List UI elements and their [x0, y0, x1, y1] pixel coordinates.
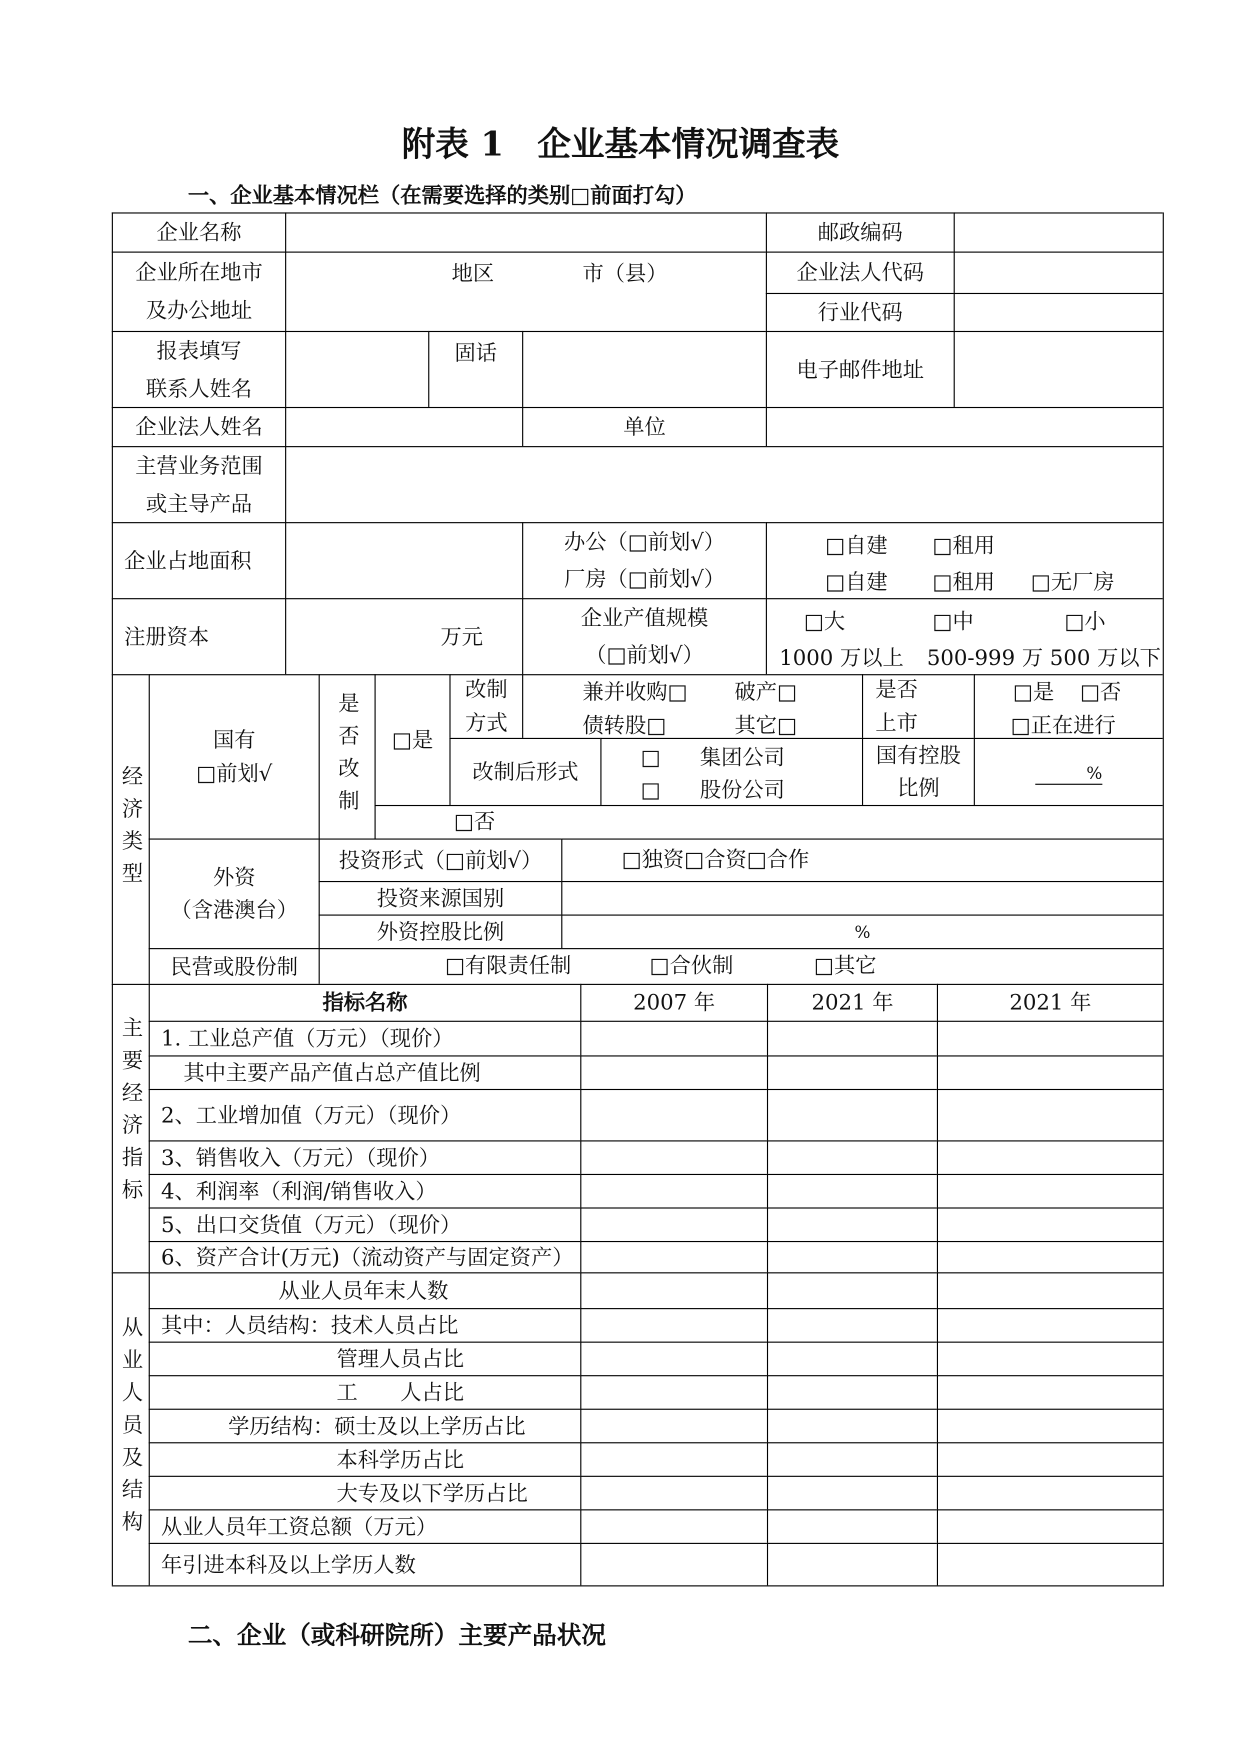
scale-option-medium: □中 — [932, 609, 974, 634]
employee-row-label: 大专及以下学历占比 — [149, 1476, 581, 1510]
state-control-ratio-unit: % — [1035, 764, 1102, 785]
indicators-section-label-text: 主要经济指标 — [118, 1016, 144, 1211]
contact-label — [112, 331, 285, 407]
scale-option-large: □大 — [803, 609, 846, 634]
group-company-label: 集团公司 — [699, 745, 785, 771]
restructured-label-text: 是否改制 — [334, 692, 360, 822]
employee-row-value-col3 — [937, 1375, 1163, 1409]
indicator-row-label: 5、出口交货值（万元）（现价） — [149, 1207, 581, 1241]
land-area-label: 企业占地面积 — [112, 522, 285, 598]
joint-stock-company-checkbox: □ — [640, 778, 661, 803]
private-option-partnership: □合伙制 — [649, 953, 734, 979]
indicator-row-label: 其中主要产品产值占总产值比例 — [149, 1055, 581, 1089]
indicator-row-value-col2 — [767, 1174, 937, 1208]
indicator-row-label: 6、资产合计(万元)（流动资产与固定资产） — [149, 1241, 581, 1272]
listed-label-line1: 是否 — [875, 677, 918, 703]
post-restructure-form-options — [600, 738, 862, 805]
factory-label: 厂房（□前划√） — [563, 566, 726, 591]
investment-option-sole: □独资 — [621, 847, 685, 873]
region-label: 地区 — [451, 261, 495, 287]
factory-option-rented: □租用 — [932, 570, 995, 595]
employee-row-value-col1 — [580, 1442, 767, 1476]
employee-row-value-col3 — [937, 1509, 1163, 1543]
address-label — [112, 252, 285, 331]
contact-label-line1: 报表填写 — [156, 338, 242, 363]
listed-option-no: □否 — [1079, 679, 1122, 705]
private-options — [319, 948, 1163, 984]
postal-code-field — [954, 212, 1163, 251]
indicator-row-label: 3、销售收入（万元）（现价） — [149, 1140, 581, 1174]
joint-stock-company-label: 股份公司 — [699, 778, 785, 803]
indicator-row-value-col3 — [937, 1241, 1163, 1272]
legal-code-field — [954, 252, 1163, 293]
method-option-debt-to-equity: 债转股□ — [582, 713, 667, 738]
unit-field — [766, 407, 1163, 446]
unit-label: 单位 — [522, 407, 766, 446]
state-owned-label-text: 国有 — [212, 727, 256, 753]
investment-option-cooperation: □合作 — [746, 847, 810, 873]
year-header-3: 2021 年 — [937, 984, 1163, 1021]
listed-option-yes: □是 — [1012, 679, 1055, 705]
office-option-self-built: □自建 — [825, 533, 888, 558]
employee-row-value-col2 — [767, 1476, 937, 1510]
restructured-label — [319, 674, 375, 838]
company-name-label: 企业名称 — [112, 212, 285, 251]
year-header-2: 2021 年 — [767, 984, 937, 1021]
employee-row-value-col2 — [767, 1543, 937, 1585]
office-factory-label — [522, 522, 766, 598]
listed-option-in-progress: □正在进行 — [1010, 713, 1116, 738]
restructure-method-label — [449, 674, 522, 738]
method-option-bankruptcy: 破产□ — [734, 679, 798, 705]
indicator-row-value-col3 — [937, 1055, 1163, 1089]
office-option-rented: □租用 — [932, 533, 995, 558]
state-owned-label — [149, 674, 319, 838]
private-label: 民营或股份制 — [149, 948, 319, 984]
private-option-other: □其它 — [813, 953, 877, 979]
indicator-row-value-col2 — [767, 1207, 937, 1241]
indicator-row-value-col1 — [580, 1140, 767, 1174]
indicator-row-value-col2 — [767, 1140, 937, 1174]
indicator-row-value-col3 — [937, 1174, 1163, 1208]
employee-row-value-col1 — [580, 1272, 767, 1308]
office-label: 办公（□前划√） — [563, 529, 726, 554]
foreign-investment-label-text: 外资 — [212, 864, 256, 890]
state-control-ratio-label-line1: 国有控股 — [875, 742, 961, 768]
employee-row-value-col2 — [767, 1509, 937, 1543]
indicator-row-value-col3 — [937, 1207, 1163, 1241]
investment-form-label: 投资形式（□前划√） — [319, 839, 562, 881]
indicator-row-value-col2 — [767, 1021, 937, 1056]
foreign-control-ratio-field: % — [561, 915, 1162, 949]
employee-row-value-col1 — [580, 1509, 767, 1543]
employees-section-label — [112, 1272, 149, 1585]
state-control-ratio-label — [862, 738, 974, 805]
listed-label — [862, 674, 974, 738]
indicator-row-value-col3 — [937, 1021, 1163, 1056]
indicator-row-value-col2 — [767, 1089, 937, 1140]
restructured-yes-checkbox: □是 — [375, 674, 450, 805]
employee-row-value-col3 — [937, 1308, 1163, 1342]
scale-range-medium: 500-999 万 — [926, 646, 1044, 671]
company-name-field — [285, 212, 766, 251]
investment-form-options-group — [622, 849, 810, 871]
source-country-field — [561, 881, 1162, 915]
employee-row-value-col1 — [580, 1543, 767, 1585]
employee-row-value-col2 — [767, 1442, 937, 1476]
method-option-merger: 兼并收购□ — [582, 679, 688, 705]
indicator-row-value-col1 — [580, 1055, 767, 1089]
legal-person-field — [285, 407, 522, 446]
office-factory-options — [766, 522, 1163, 598]
scale-range-small: 500 万以下 — [1049, 646, 1161, 671]
employee-row-value-col2 — [767, 1342, 937, 1376]
employee-row-value-col2 — [767, 1308, 937, 1342]
business-scope-field — [285, 446, 1163, 522]
employee-row-value-col3 — [937, 1442, 1163, 1476]
email-label: 电子邮件地址 — [766, 331, 954, 407]
indicator-row-value-col1 — [580, 1089, 767, 1140]
state-control-ratio-label-line2: 比例 — [897, 775, 940, 800]
employee-row-value-col1 — [580, 1308, 767, 1342]
state-control-ratio-field — [974, 738, 1163, 805]
indicator-row-value-col2 — [767, 1241, 937, 1272]
employee-row-label: 工 人占比 — [149, 1375, 581, 1409]
registered-capital-label: 注册资本 — [112, 598, 285, 674]
employee-row-label: 从业人员年末人数 — [149, 1272, 581, 1308]
restructure-method-label-line2: 方式 — [465, 711, 508, 736]
land-area-field — [285, 522, 522, 598]
foreign-control-ratio-label: 外资控股比例 — [319, 915, 562, 949]
indicator-row-value-col3 — [937, 1089, 1163, 1140]
economic-type-label-text: 经济类型 — [118, 764, 144, 895]
employee-row-value-col1 — [580, 1409, 767, 1443]
employee-row-label: 管理人员占比 — [149, 1342, 581, 1376]
source-country-label: 投资来源国别 — [319, 881, 562, 915]
method-option-other: 其它□ — [734, 713, 798, 738]
restructure-method-label-line1: 改制 — [465, 677, 508, 703]
economic-type-label — [112, 674, 149, 984]
restructure-method-options — [522, 674, 862, 738]
restructured-no-checkbox: □否 — [453, 809, 496, 835]
employee-row-value-col2 — [767, 1272, 937, 1308]
employees-section-label-text: 从业人员及结构 — [118, 1315, 144, 1543]
foreign-investment-sublabel: （含港澳台） — [170, 897, 298, 922]
address-field — [285, 252, 766, 331]
output-scale-label-line1: 企业产值规模 — [580, 605, 709, 630]
legal-code-label: 企业法人代码 — [766, 252, 954, 293]
employee-row-label: 学历结构：硕士及以上学历占比 — [149, 1409, 581, 1443]
industry-code-label: 行业代码 — [766, 293, 954, 331]
listed-label-line2: 上市 — [875, 711, 918, 736]
employee-row-value-col1 — [580, 1476, 767, 1510]
section1-heading: 一、企业基本情况栏（在需要选择的类别□前面打勾） — [187, 183, 697, 208]
business-scope-label — [112, 446, 285, 522]
indicator-name-header: 指标名称 — [149, 984, 581, 1021]
employee-row-value-col3 — [937, 1476, 1163, 1510]
employee-row-value-col2 — [767, 1409, 937, 1443]
phone-field — [522, 331, 766, 407]
capital-unit: 万元 — [440, 624, 483, 650]
output-scale-label-line2: （□前划√） — [585, 642, 704, 667]
business-scope-label-line2: 或主导产品 — [145, 491, 253, 516]
indicator-row-value-col3 — [937, 1140, 1163, 1174]
output-scale-options — [766, 598, 1163, 674]
scale-option-small: □小 — [1064, 609, 1106, 634]
private-option-limited-liability: □有限责任制 — [444, 953, 572, 979]
indicator-row-value-col2 — [767, 1055, 937, 1089]
restructured-no-row — [375, 805, 1163, 839]
employee-row-value-col3 — [937, 1272, 1163, 1308]
foreign-investment-label — [149, 839, 319, 949]
employee-row-label: 年引进本科及以上学历人数 — [149, 1543, 581, 1585]
post-restructure-form-label: 改制后形式 — [449, 738, 600, 805]
registered-capital-field — [285, 598, 522, 674]
indicator-row-value-col1 — [580, 1174, 767, 1208]
employee-row-value-col3 — [937, 1342, 1163, 1376]
employee-row-value-col1 — [580, 1342, 767, 1376]
employee-row-value-col2 — [767, 1375, 937, 1409]
indicator-row-label: 1. 工业总产值（万元）（现价） — [149, 1021, 581, 1056]
factory-option-self-built: □自建 — [825, 570, 888, 595]
email-field — [954, 331, 1163, 407]
employee-row-value-col1 — [580, 1375, 767, 1409]
contact-label-line2: 联系人姓名 — [145, 376, 253, 401]
investment-option-joint-venture: □合资 — [684, 847, 747, 873]
city-label: 市（县） — [582, 261, 668, 287]
enterprise-info-table — [112, 212, 1164, 1586]
employee-row-label: 从业人员年工资总额（万元） — [149, 1509, 581, 1543]
legal-person-label: 企业法人姓名 — [112, 407, 285, 446]
year-header-1: 2007 年 — [580, 984, 767, 1021]
factory-option-none: □无厂房 — [1030, 570, 1115, 595]
industry-code-field — [954, 293, 1163, 331]
output-scale-label — [522, 598, 766, 674]
postal-code-label: 邮政编码 — [766, 212, 954, 251]
indicator-row-value-col1 — [580, 1207, 767, 1241]
group-company-checkbox: □ — [640, 745, 661, 771]
indicator-row-value-col1 — [580, 1021, 767, 1056]
investment-form-options — [561, 839, 1162, 881]
business-scope-label-line1: 主营业务范围 — [135, 453, 263, 478]
address-label-line1: 企业所在地市 — [135, 260, 263, 286]
indicator-row-label: 2、工业增加值（万元）（现价） — [149, 1089, 581, 1140]
employee-row-label: 本科学历占比 — [149, 1442, 581, 1476]
listed-options — [974, 674, 1163, 738]
indicator-row-label: 4、利润率（利润/销售收入） — [149, 1174, 581, 1208]
employee-row-value-col3 — [937, 1543, 1163, 1585]
indicator-row-value-col1 — [580, 1241, 767, 1272]
state-owned-note: □前划√ — [196, 761, 273, 786]
employee-row-label: 其中：人员结构：技术人员占比 — [149, 1308, 581, 1342]
state-control-ratio-blank — [1035, 761, 1102, 784]
phone-label: 固话 — [428, 331, 522, 407]
section2-heading: 二、企业（或科研院所）主要产品状况 — [187, 1621, 606, 1651]
employee-row-value-col3 — [937, 1409, 1163, 1443]
indicators-section-label — [112, 984, 149, 1272]
page-title: 附表 1 企业基本情况调查表 — [401, 125, 840, 165]
scale-range-large: 1000 万以上 — [779, 646, 904, 671]
contact-name-field — [285, 331, 428, 407]
address-label-line2: 及办公地址 — [145, 298, 253, 324]
